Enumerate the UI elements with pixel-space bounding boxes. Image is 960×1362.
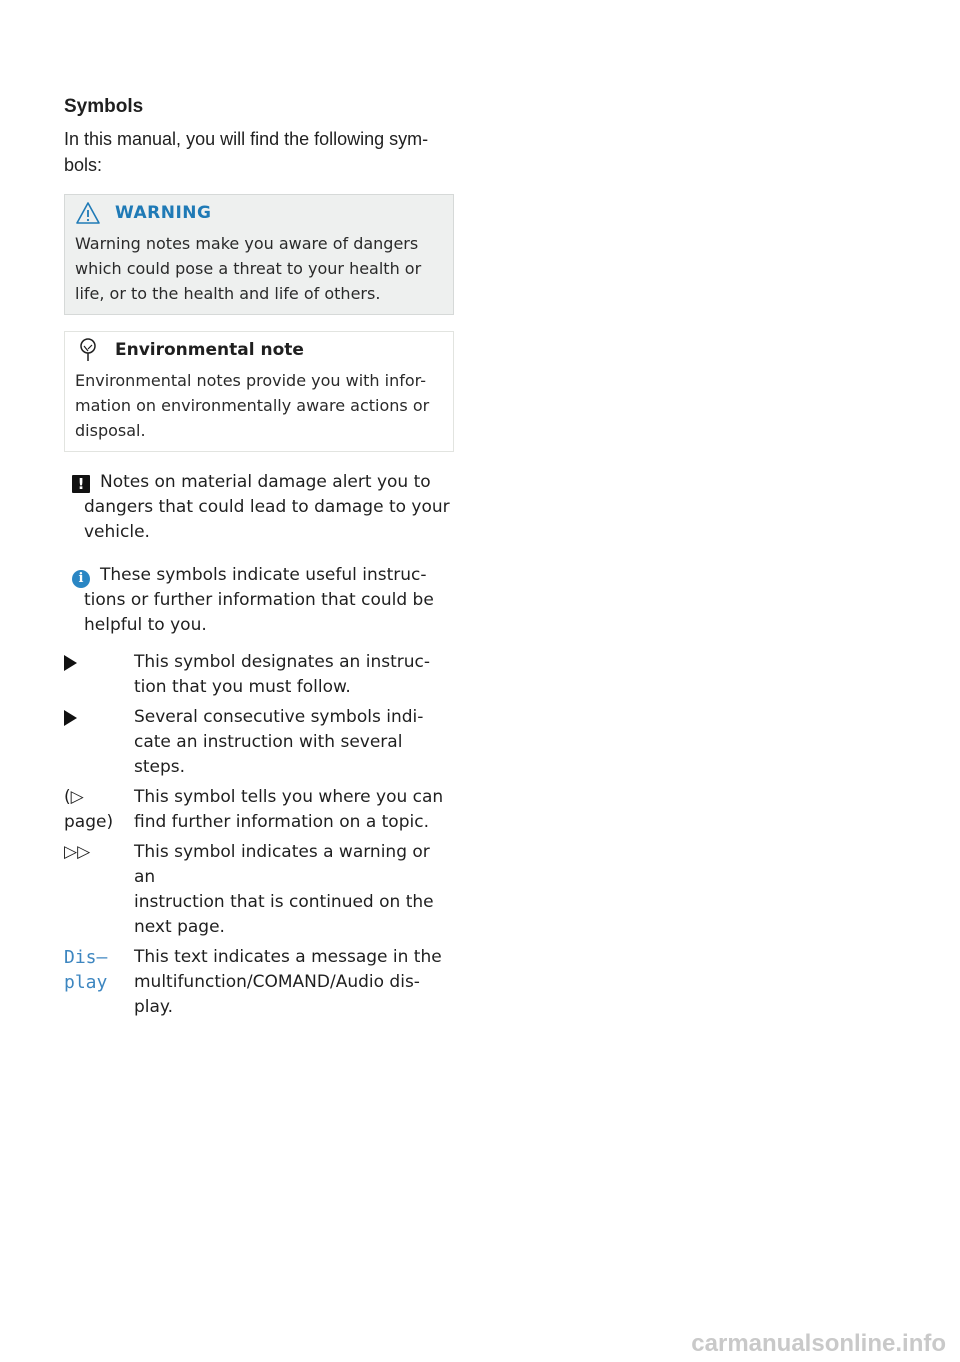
symbol-row-display: Dis– play This text indicates a message in the multifunction/COMAND/Audio dis- play. — [64, 945, 456, 1020]
symbols-section — [64, 94, 456, 1020]
symbol-row-continued: ▷▷ This symbol indicates a warning or an instruction that is continued on the next page. — [64, 840, 456, 940]
warning-triangle-icon — [75, 201, 101, 225]
section-heading: Symbols — [64, 96, 144, 117]
symbol-row-instruction: This symbol designates an instruc- tion that you must follow. — [64, 650, 456, 700]
continued-symbol: ▷▷ — [64, 842, 91, 862]
instruction-triangle-icon — [64, 710, 77, 726]
environmental-title: Environmental note — [115, 340, 304, 360]
symbol-row-page-reference: (▷ page) This symbol tells you where you can find further information on a topic. — [64, 785, 456, 835]
watermark: carmanualsonline.info — [691, 1330, 946, 1357]
info-note: i These symbols indicate useful instruc- tions or further information that could be helpful to you. — [64, 563, 456, 638]
warning-box — [64, 194, 454, 315]
instruction-triangle-icon — [64, 655, 77, 671]
environmental-body: Environmental notes provide you with infor- mation on environmentally aware actions or disposal. — [75, 371, 430, 440]
symbol-list — [64, 650, 456, 1020]
leaf-lightbulb-icon — [75, 338, 101, 362]
warning-title: WARNING — [115, 203, 212, 223]
page-reference-symbol: (▷ page) — [64, 787, 114, 832]
exclamation-icon: ! — [72, 475, 90, 493]
symbol-row-steps: Several consecutive symbols indi- cate an instruction with several steps. — [64, 705, 456, 780]
display-message-symbol: Dis– play — [64, 947, 108, 993]
warning-title-row — [75, 199, 443, 227]
intro-text: In this manual, you will find the following sym- bols: — [64, 129, 429, 175]
environmental-note-box — [64, 331, 454, 452]
environmental-title-row — [75, 336, 443, 364]
material-damage-note: ! Notes on material damage alert you to dangers that could lead to damage to your vehicle. — [64, 470, 456, 545]
info-icon: i — [72, 570, 90, 588]
warning-body: Warning notes make you aware of dangers which could pose a threat to your health or life, or to the health and life of others. — [75, 234, 422, 303]
